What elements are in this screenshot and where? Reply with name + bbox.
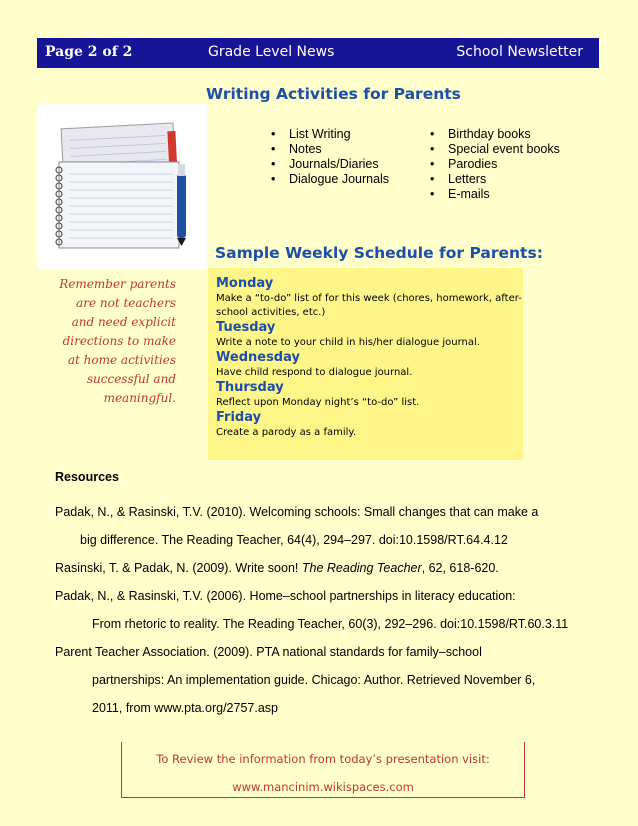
writing-activities-list-right xyxy=(430,127,560,202)
schedule-task: Make a “to-do” list of for this week (chores, homework, after-school activities, etc.) xyxy=(216,293,522,318)
header-newsletter-label: School Newsletter xyxy=(456,44,583,60)
reference-line xyxy=(55,554,615,582)
reference-line: partnerships: An implementation guide. Chicago: Author. Retrieved November 6, xyxy=(92,673,536,687)
list-item: • List Writing xyxy=(271,127,389,142)
reference-entry xyxy=(55,638,615,722)
list-item: • Journals/Diaries xyxy=(271,157,389,172)
parent-reminder-quote xyxy=(52,275,176,408)
reference-entry xyxy=(55,554,615,582)
reference-line: Parent Teacher Association. (2009). PTA national standards for family–school xyxy=(55,645,482,659)
quote-line: meaningful. xyxy=(103,391,176,405)
schedule-day: Friday xyxy=(216,410,262,425)
schedule-task: Create a parody as a family. xyxy=(216,427,357,438)
quote-line: successful and xyxy=(86,372,176,386)
presentation-info-box xyxy=(121,742,525,798)
journal-title: The Reading Teacher xyxy=(301,561,422,575)
list-item: • Parodies xyxy=(430,157,560,172)
wiki-link[interactable]: www.mancinim.wikispaces.com xyxy=(232,780,414,794)
reference-text: , 62, 618-620. xyxy=(421,561,499,575)
reference-line: big difference. The Reading Teacher, 64(4), 294–297. doi:10.1598/RT.64.4.12 xyxy=(80,533,508,547)
quote-line: at home activities xyxy=(67,353,176,367)
schedule-day: Thursday xyxy=(216,380,284,395)
notebook-photo xyxy=(37,104,207,270)
reference-line: Padak, N., & Rasinski, T.V. (2006). Home–school partnerships in literacy education: xyxy=(55,589,516,603)
reference-entry xyxy=(55,498,615,554)
list-item: • Letters xyxy=(430,172,560,187)
reference-entry xyxy=(55,582,615,638)
resources-section xyxy=(55,470,615,722)
schedule-task: Write a note to your child in his/her dialogue journal. xyxy=(216,337,480,348)
list-item: • Notes xyxy=(271,142,389,157)
writing-activities-title: Writing Activities for Parents xyxy=(206,85,461,103)
reference-line: 2011, from www.pta.org/2757.asp xyxy=(92,701,278,715)
page-number: Page 2 of 2 xyxy=(45,44,133,60)
quote-line: and need explicit xyxy=(71,315,176,329)
quote-line: are not teachers xyxy=(76,296,176,310)
list-item: • Dialogue Journals xyxy=(271,172,389,187)
schedule-day: Tuesday xyxy=(216,320,276,335)
schedule-task: Reflect upon Monday night’s “to-do” list. xyxy=(216,397,420,408)
reference-text: Rasinski, T. & Padak, N. (2009). Write soon! xyxy=(55,561,302,575)
reference-line: From rhetoric to reality. The Reading Teacher, 60(3), 292–296. doi:10.1598/RT.60.3.11 xyxy=(92,617,569,631)
quote-line: Remember parents xyxy=(59,277,176,291)
schedule-task: Have child respond to dialogue journal. xyxy=(216,367,413,378)
writing-activities-list-left xyxy=(271,127,389,187)
list-item: • E-mails xyxy=(430,187,560,202)
list-item: • Birthday books xyxy=(430,127,560,142)
weekly-schedule-box xyxy=(208,268,523,460)
schedule-day: Wednesday xyxy=(216,350,300,365)
reference-line: Padak, N., & Rasinski, T.V. (2010). Welcoming schools: Small changes that can make a xyxy=(55,505,539,519)
quote-line: directions to make xyxy=(62,334,176,348)
schedule-title: Sample Weekly Schedule for Parents: xyxy=(215,244,543,262)
resources-title: Resources xyxy=(55,470,119,484)
header-title: Grade Level News xyxy=(208,44,335,60)
footer-text: To Review the information from today’s presentation visit: xyxy=(156,752,490,766)
newsletter-header xyxy=(37,38,599,68)
schedule-day: Monday xyxy=(216,276,274,291)
list-item: • Special event books xyxy=(430,142,560,157)
